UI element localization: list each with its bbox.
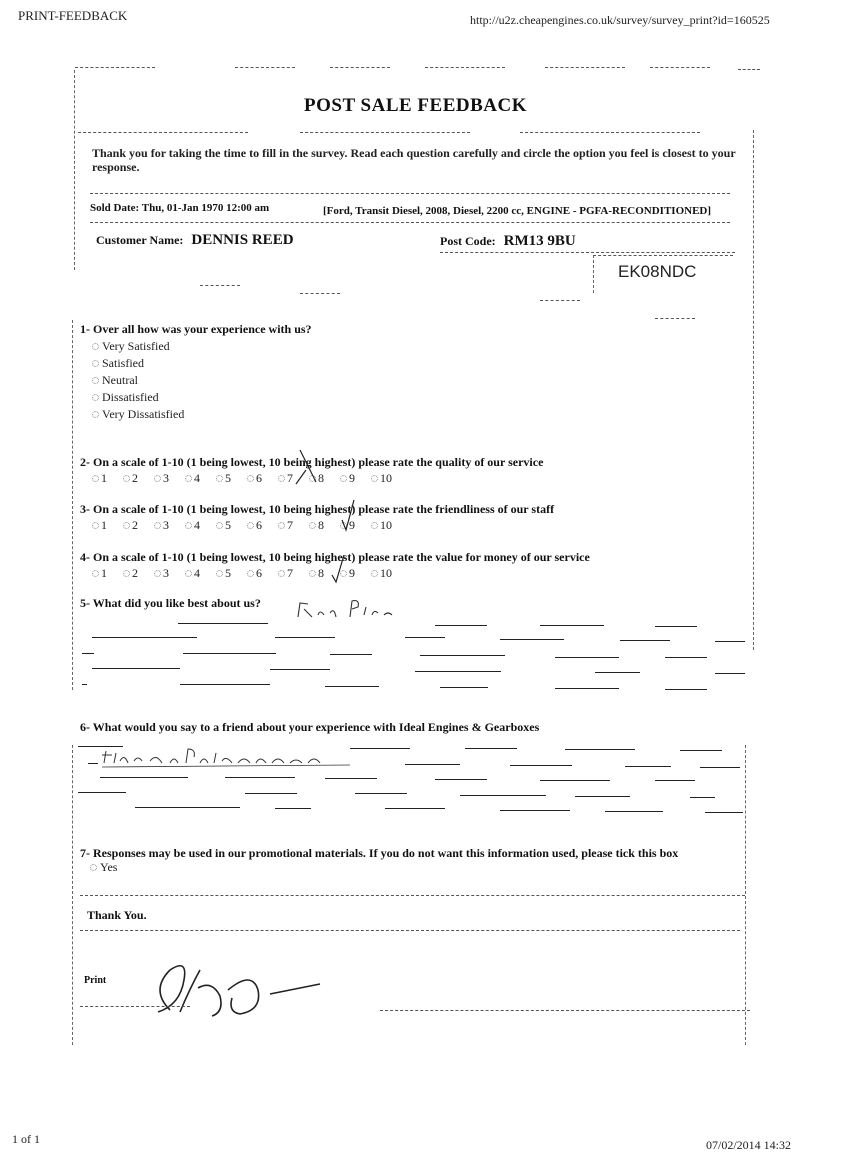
form-title: POST SALE FEEDBACK [304, 95, 527, 116]
postcode-value: RM13 9BU [503, 233, 576, 249]
scale-option[interactable]: 1 [92, 471, 123, 486]
signature-image [140, 950, 340, 1030]
scale-option[interactable]: 1 [92, 566, 123, 581]
scale-option[interactable]: 8 [309, 566, 340, 581]
print-label: Print [84, 975, 107, 986]
option-yes[interactable]: Yes [90, 860, 117, 875]
scale-option[interactable]: 2 [123, 566, 154, 581]
radio-icon [90, 864, 97, 871]
scale-option[interactable]: 8 [309, 518, 340, 533]
question-1: 1- Over all how was your experience with us? [80, 322, 312, 336]
scale-option[interactable]: 9 [340, 566, 371, 581]
scale-option[interactable]: 5 [216, 518, 247, 533]
handwritten-answer-q6 [100, 743, 360, 771]
question-5: 5- What did you like best about us? [80, 596, 261, 610]
scale-option[interactable]: 2 [123, 518, 154, 533]
customer-label: Customer Name: [96, 233, 184, 247]
scale-option[interactable]: 7 [278, 471, 309, 486]
intro-text: Thank you for taking the time to fill in the survey. Read each question carefully and circle the option you feel is closest to your response. [92, 146, 736, 174]
registration-number: EK08NDC [618, 262, 697, 281]
scale-option[interactable]: 10 [371, 471, 402, 486]
scale-option[interactable]: 5 [216, 566, 247, 581]
scale-option[interactable]: 10 [371, 566, 402, 581]
question-6: 6- What would you say to a friend about your experience with Ideal Engines & Gearboxes [80, 720, 540, 734]
scale-option[interactable]: 10 [371, 518, 402, 533]
scale-option[interactable]: 7 [278, 518, 309, 533]
scale-option[interactable]: 4 [185, 471, 216, 486]
option-very-dissatisfied[interactable]: Very Dissatisfied [92, 406, 184, 423]
option-satisfied[interactable]: Satisfied [92, 355, 184, 372]
scale-option[interactable]: 6 [247, 471, 278, 486]
scale-option[interactable]: 3 [154, 471, 185, 486]
scale-option[interactable]: 3 [154, 566, 185, 581]
question-2: 2- On a scale of 1-10 (1 being lowest, 10 being highest) please rate the quality of our service [80, 455, 544, 469]
scale-option[interactable]: 9 [340, 471, 371, 486]
handwritten-answer-q5 [290, 595, 410, 625]
scale-option[interactable]: 4 [185, 566, 216, 581]
scale-option[interactable]: 6 [247, 518, 278, 533]
print-header-title: PRINT-FEEDBACK [18, 8, 128, 23]
option-neutral[interactable]: Neutral [92, 372, 184, 389]
print-datetime: 07/02/2014 14:32 [706, 1138, 792, 1152]
page-count: 1 of 1 [12, 1132, 40, 1146]
sold-date: Sold Date: Thu, 01-Jan 1970 12:00 am [90, 202, 270, 214]
scale-option[interactable]: 7 [278, 566, 309, 581]
scale-option[interactable]: 2 [123, 471, 154, 486]
question-7: 7- Responses may be used in our promotional materials. If you do not want this information used, please tick this box [80, 846, 679, 860]
scale-option[interactable]: 4 [185, 518, 216, 533]
question-3: 3- On a scale of 1-10 (1 being lowest, 10 being highest) please rate the friendliness of our staff [80, 502, 555, 516]
option-dissatisfied[interactable]: Dissatisfied [92, 389, 184, 406]
thank-you-text: Thank You. [87, 908, 147, 922]
scale-option[interactable]: 6 [247, 566, 278, 581]
scale-option[interactable]: 8 [309, 471, 340, 486]
scale-option[interactable]: 1 [92, 518, 123, 533]
scale-option[interactable]: 3 [154, 518, 185, 533]
product-details: [Ford, Transit Diesel, 2008, Diesel, 2200 cc, ENGINE - PGFA-RECONDITIONED] [323, 205, 712, 217]
customer-name: DENNIS REED [191, 232, 294, 248]
question-4: 4- On a scale of 1-10 (1 being lowest, 10 being highest) please rate the value for money of our service [80, 550, 590, 564]
print-header-url: http://u2z.cheapengines.co.uk/survey/survey_print?id=160525 [470, 13, 770, 27]
scale-option[interactable]: 5 [216, 471, 247, 486]
option-very-satisfied[interactable]: Very Satisfied [92, 338, 184, 355]
postcode-label: Post Code: [440, 234, 496, 248]
scale-option[interactable]: 9 [340, 518, 371, 533]
